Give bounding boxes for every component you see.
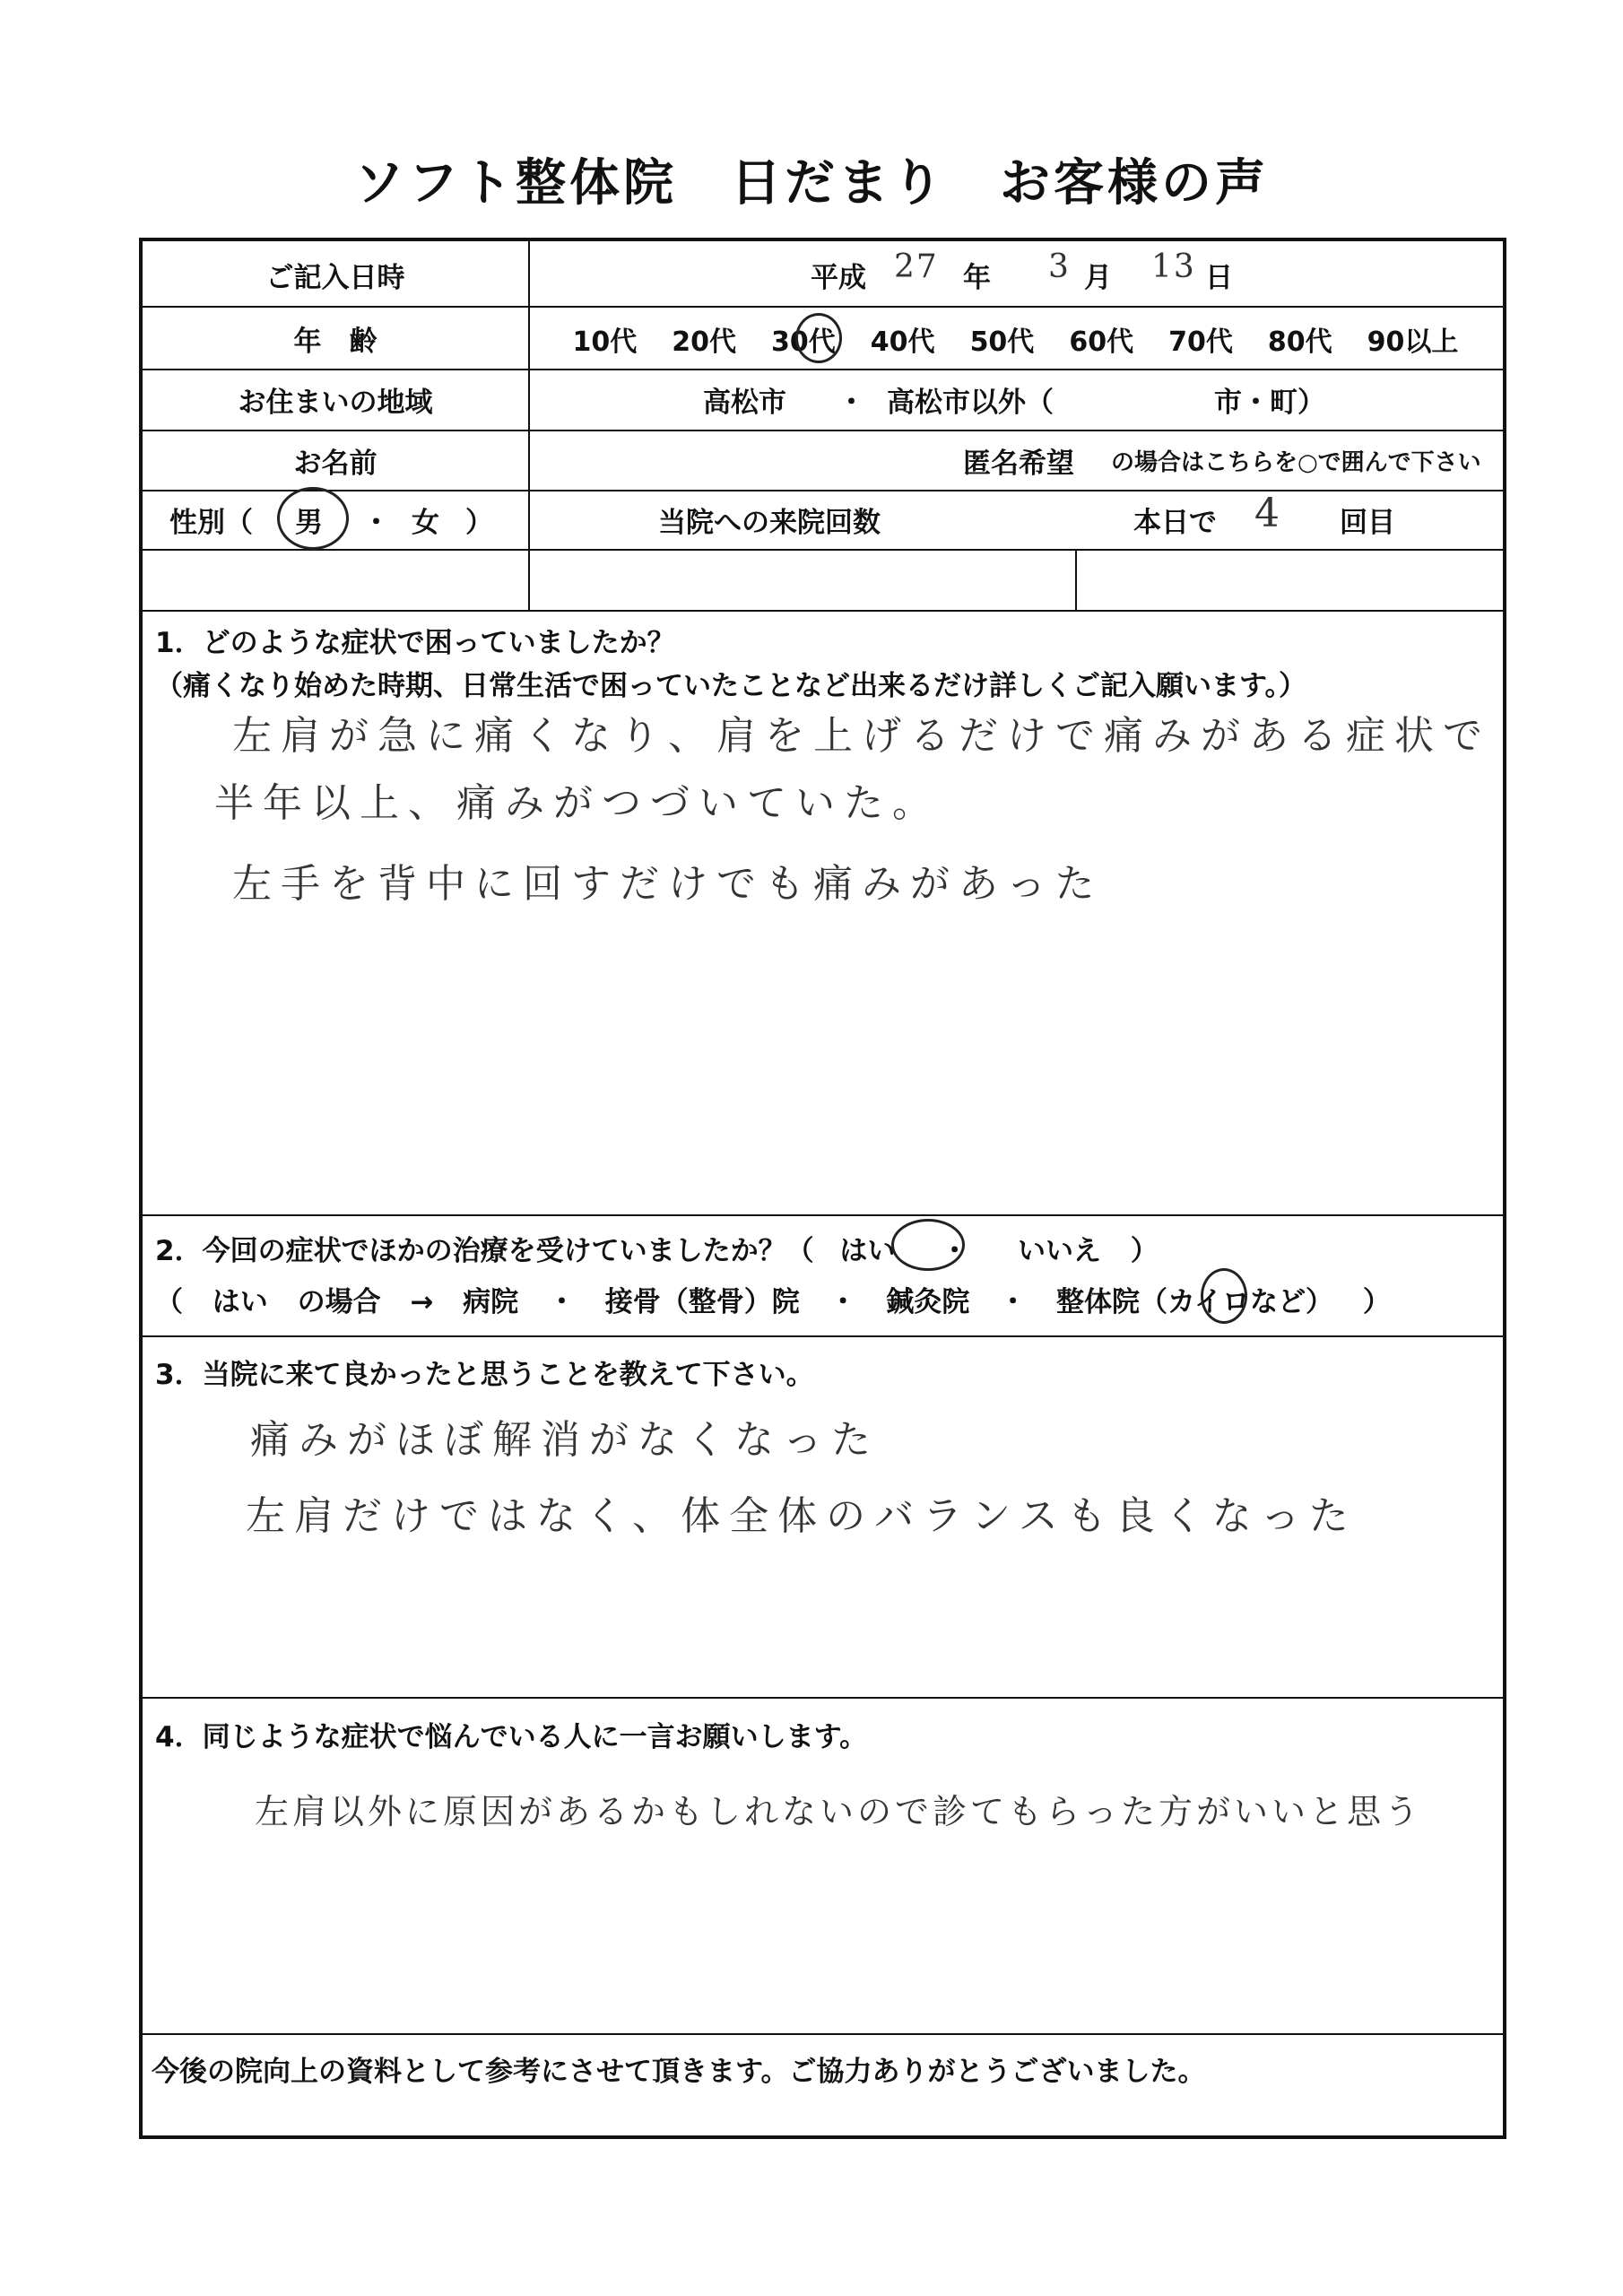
yes-no-separator: ・ bbox=[941, 1235, 969, 1267]
question-4-title: 4．同じような症状で悩んでいる人に一言お願いします。 bbox=[155, 1721, 868, 1753]
footer-note: 今後の院向上の資料として参考にさせて頂きます。ご協力ありがとうございました。 bbox=[152, 2056, 1206, 2088]
age-option[interactable]: 90以上 bbox=[1367, 326, 1459, 358]
selection-circle-mark bbox=[1201, 1268, 1247, 1324]
visits-suffix: 回目 bbox=[1340, 507, 1395, 539]
anonymous-option[interactable]: 匿名希望 bbox=[963, 448, 1074, 480]
age-label: 年 齢 bbox=[293, 326, 378, 358]
day-value: 13 bbox=[1151, 248, 1196, 285]
gender-label: 性別（ bbox=[169, 507, 253, 539]
gender-male[interactable]: 男 bbox=[295, 507, 323, 539]
answer-no[interactable]: いいえ bbox=[1017, 1235, 1101, 1267]
arrow-icon: → bbox=[410, 1286, 434, 1318]
option-hospital[interactable]: 病院 bbox=[463, 1286, 519, 1318]
row-divider bbox=[143, 610, 1503, 612]
area-option-other[interactable]: 高松市以外（ bbox=[887, 387, 1054, 419]
era-label: 平成 bbox=[811, 262, 866, 294]
separator: ・ bbox=[999, 1286, 1028, 1318]
question-1-title: 1．どのような症状で困っていましたか？ bbox=[155, 627, 675, 659]
question-1-subtitle: （痛くなり始めた時期、日常生活で困っていたことなど出来るだけ詳しくご記入願います。） bbox=[155, 670, 1307, 702]
line2-close: ） bbox=[1362, 1286, 1391, 1318]
answer-3-line-1: 痛みがほぼ解消がなくなった bbox=[250, 1417, 880, 1463]
row-divider bbox=[143, 430, 1503, 431]
visits-count: 4 bbox=[1254, 491, 1289, 536]
year-value: 27 bbox=[894, 248, 939, 285]
age-options bbox=[528, 319, 1503, 359]
question-3-title: 3．当院に来て良かったと思うことを教えて下さい。 bbox=[155, 1359, 814, 1391]
option-seitai[interactable]: 整体院 bbox=[1055, 1286, 1140, 1318]
page-title: ソフト整体院 日だまり お客様の声 bbox=[354, 154, 1269, 213]
line2-case: の場合 bbox=[297, 1286, 381, 1318]
age-option[interactable]: 20代 bbox=[672, 326, 737, 358]
age-option[interactable]: 70代 bbox=[1168, 326, 1233, 358]
separator: ・ bbox=[829, 1286, 857, 1318]
month-value: 3 bbox=[1048, 248, 1071, 285]
answer-1-line-3: 左手を背中に回すだけでも痛みがあった bbox=[232, 861, 1104, 907]
area-option-takamatsu[interactable]: 高松市 bbox=[703, 387, 786, 419]
column-divider bbox=[528, 241, 530, 610]
area-separator: ・ bbox=[838, 387, 865, 419]
question-2-line-1 bbox=[155, 1228, 1159, 1268]
row-divider bbox=[143, 1335, 1503, 1337]
row-divider bbox=[143, 1697, 1503, 1699]
age-option[interactable]: 80代 bbox=[1267, 326, 1332, 358]
visits-label: 当院への来院回数 bbox=[658, 507, 881, 539]
answer-3-line-2: 左肩だけではなく、体全体のバランスも良くなった bbox=[246, 1493, 1358, 1539]
selection-circle-mark bbox=[277, 487, 349, 550]
row-divider bbox=[143, 1214, 1503, 1216]
separator: ・ bbox=[547, 1286, 576, 1318]
visits-prefix: 本日で bbox=[1133, 507, 1217, 539]
question-2-title: 2．今回の症状でほかの治療を受けていましたか？（ bbox=[155, 1235, 814, 1267]
day-unit: 日 bbox=[1205, 262, 1233, 294]
option-bonesetter[interactable]: 接骨（整骨）院 bbox=[604, 1286, 800, 1318]
answer-1-line-2: 半年以上、痛みがつづいていた。 bbox=[214, 780, 941, 826]
line2-open: （ bbox=[155, 1286, 183, 1318]
gender-separator: ・ bbox=[362, 507, 390, 539]
anonymous-note: の場合はこちらを○で囲んで下さい bbox=[1111, 449, 1481, 476]
selection-circle-mark bbox=[795, 313, 842, 363]
answer-yes[interactable]: はい bbox=[839, 1235, 896, 1267]
selection-circle-mark bbox=[891, 1219, 965, 1271]
gender-close: ） bbox=[465, 507, 493, 539]
name-label: お名前 bbox=[293, 448, 378, 480]
age-option-selected[interactable]: 30代 bbox=[771, 326, 836, 358]
age-option[interactable]: 10代 bbox=[572, 326, 638, 358]
question-2-close: ） bbox=[1130, 1235, 1159, 1267]
age-option[interactable]: 60代 bbox=[1069, 326, 1134, 358]
column-divider bbox=[1075, 549, 1077, 610]
month-unit: 月 bbox=[1084, 262, 1112, 294]
area-suffix: 市・町） bbox=[1214, 387, 1325, 419]
survey-form bbox=[139, 238, 1506, 2139]
line2-yes: はい bbox=[212, 1286, 268, 1318]
age-option[interactable]: 50代 bbox=[969, 326, 1035, 358]
age-option[interactable]: 40代 bbox=[870, 326, 935, 358]
row-divider bbox=[143, 2033, 1503, 2035]
row-divider bbox=[143, 369, 1503, 370]
row-divider bbox=[143, 490, 1503, 491]
option-chiro[interactable]: （カイロなど） bbox=[1139, 1286, 1334, 1318]
area-label: お住まいの地域 bbox=[238, 387, 433, 419]
gender-female[interactable]: 女 bbox=[412, 507, 439, 539]
row-divider bbox=[143, 549, 1503, 551]
year-unit: 年 bbox=[963, 262, 991, 294]
date-label: ご記入日時 bbox=[265, 262, 405, 294]
answer-4-line-1: 左肩以外に原因があるかもしれないので診てもらった方がいいと思う bbox=[255, 1792, 1423, 1831]
row-divider bbox=[143, 306, 1503, 308]
answer-1-line-1: 左肩が急に痛くなり、肩を上げるだけで痛みがある症状で bbox=[232, 713, 1491, 759]
option-acupuncture[interactable]: 鍼灸院 bbox=[886, 1286, 970, 1318]
